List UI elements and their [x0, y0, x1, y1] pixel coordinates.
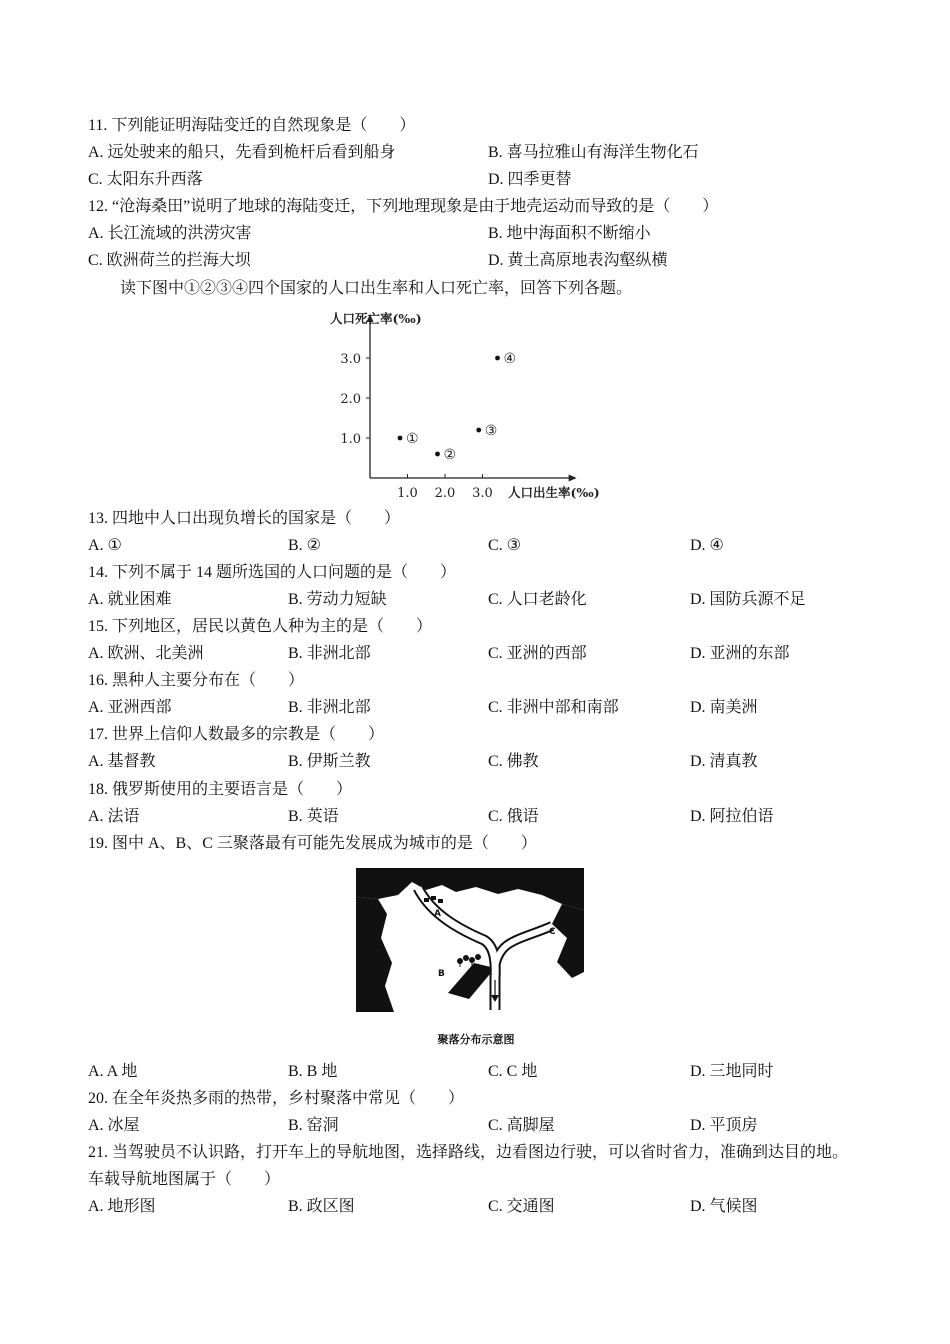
q12-option-c: C. 欧洲荷兰的拦海大坝 [88, 252, 251, 269]
x-axis-label: 人口出生率(‰) [508, 485, 600, 500]
q12-stem: 12. “沧海桑田”说明了地球的海陆变迁，下列地理现象是由于地壳运动而导致的是（ ） [88, 198, 719, 215]
data-point-label: ③ [484, 423, 498, 439]
q12-option-b: B. 地中海面积不断缩小 [488, 225, 651, 242]
q21-stem-line1: 21. 当驾驶员不认识路，打开车上的导航地图，选择路线，边看图边行驶，可以省时省力，准确到达目的地。 [88, 1144, 849, 1161]
q19-option-d: D. 三地同时 [690, 1063, 774, 1080]
data-point-4 [495, 356, 500, 361]
map-caption: 聚落分布示意图 [437, 1033, 515, 1046]
q17-stem: 17. 世界上信仰人数最多的宗教是（ ） [88, 726, 385, 743]
q15-stem: 15. 下列地区，居民以黄色人种为主的是（ ） [88, 618, 433, 635]
data-point-label: ④ [503, 351, 517, 367]
q17-option-b: B. 伊斯兰教 [288, 753, 371, 770]
q20-option-a: A. 冰屋 [88, 1117, 140, 1134]
data-point-label: ① [406, 431, 419, 447]
q18-option-b: B. 英语 [288, 808, 339, 825]
q11-option-b: B. 喜马拉雅山有海洋生物化石 [488, 144, 699, 161]
q14-option-d: D. 国防兵源不足 [690, 591, 806, 608]
y-tick-label: 1.0 [340, 432, 361, 447]
y-axis-label: 人口死亡率(‰) [330, 311, 422, 326]
data-point-label: ② [443, 447, 457, 463]
q19-option-b: B. B 地 [288, 1063, 338, 1080]
q18-option-a: A. 法语 [88, 808, 140, 825]
q21-option-d: D. 气候图 [690, 1198, 758, 1215]
q14-option-a: A. 就业困难 [88, 591, 172, 608]
x-tick-label: 1.0 [397, 486, 418, 501]
q13-stem: 13. 四地中人口出现负增长的国家是（ ） [88, 510, 401, 527]
q12-option-a: A. 长江流域的洪涝灾害 [88, 225, 252, 242]
q11-option-c: C. 太阳东升西落 [88, 171, 203, 188]
q13-option-a: A. ① [88, 537, 122, 554]
q12-option-d: D. 黄土高原地表沟壑纵横 [488, 252, 668, 269]
intro-13-14: 读下图中①②③④四个国家的人口出生率和人口死亡率，回答下列各题。 [120, 280, 633, 297]
data-point-2 [435, 452, 440, 457]
q21-option-a: A. 地形图 [88, 1198, 156, 1215]
data-point-3 [476, 428, 481, 433]
settlement-label-c: C [549, 927, 556, 937]
q20-option-b: B. 窑洞 [288, 1117, 339, 1134]
x-axis-arrow-icon [569, 475, 577, 482]
settlement-label-a: A [434, 909, 441, 919]
q16-option-c: C. 非洲中部和南部 [488, 699, 619, 716]
q14-option-c: C. 人口老龄化 [488, 591, 587, 608]
q16-option-b: B. 非洲北部 [288, 699, 371, 716]
q17-option-a: A. 基督教 [88, 753, 156, 770]
q13-option-b: B. ② [288, 537, 322, 554]
q18-option-c: C. 俄语 [488, 808, 539, 825]
y-tick-label: 2.0 [340, 392, 361, 407]
q15-option-b: B. 非洲北部 [288, 645, 371, 662]
q20-option-d: D. 平顶房 [690, 1117, 758, 1134]
q18-stem: 18. 俄罗斯使用的主要语言是（ ） [88, 781, 353, 798]
data-point-1 [398, 436, 403, 441]
q20-stem: 20. 在全年炎热多雨的热带，乡村聚落中常见（ ） [88, 1090, 465, 1107]
q11-option-a: A. 远处驶来的船只，先看到桅杆后看到船身 [88, 144, 396, 161]
q11-stem: 11. 下列能证明海陆变迁的自然现象是（ ） [88, 117, 416, 134]
q17-option-d: D. 清真教 [690, 753, 758, 770]
q16-stem: 16. 黑种人主要分布在（ ） [88, 672, 305, 689]
q19-stem: 19. 图中 A、B、C 三聚落最有可能先发展成为城市的是（ ） [88, 835, 537, 852]
q13-option-d: D. ④ [690, 537, 724, 554]
q15-option-c: C. 亚洲的西部 [488, 645, 587, 662]
q20-option-c: C. 高脚屋 [488, 1117, 555, 1134]
q19-option-a: A. A 地 [88, 1063, 138, 1080]
q18-option-d: D. 阿拉伯语 [690, 808, 774, 825]
q16-option-d: D. 南美洲 [690, 699, 758, 716]
q17-option-c: C. 佛教 [488, 753, 539, 770]
q15-option-a: A. 欧洲、北美洲 [88, 645, 204, 662]
x-tick-label: 2.0 [434, 486, 456, 501]
q11-option-d: D. 四季更替 [488, 171, 572, 188]
x-tick-label: 3.0 [472, 486, 493, 501]
q14-stem: 14. 下列不属于 14 题所选国的人口问题的是（ ） [88, 564, 457, 581]
q21-option-b: B. 政区图 [288, 1198, 355, 1215]
q16-option-a: A. 亚洲西部 [88, 699, 172, 716]
q21-stem-line2: 车载导航地图属于（ ） [88, 1171, 281, 1188]
population-rate-chart [320, 305, 620, 510]
q19-option-c: C. C 地 [488, 1063, 538, 1080]
y-tick-label: 3.0 [340, 352, 361, 367]
q14-option-b: B. 劳动力短缺 [288, 591, 387, 608]
q21-option-c: C. 交通图 [488, 1198, 555, 1215]
q15-option-d: D. 亚洲的东部 [690, 645, 790, 662]
settlement-map [356, 868, 584, 1012]
settlement-label-b: B [438, 969, 445, 979]
q13-option-c: C. ③ [488, 537, 522, 554]
